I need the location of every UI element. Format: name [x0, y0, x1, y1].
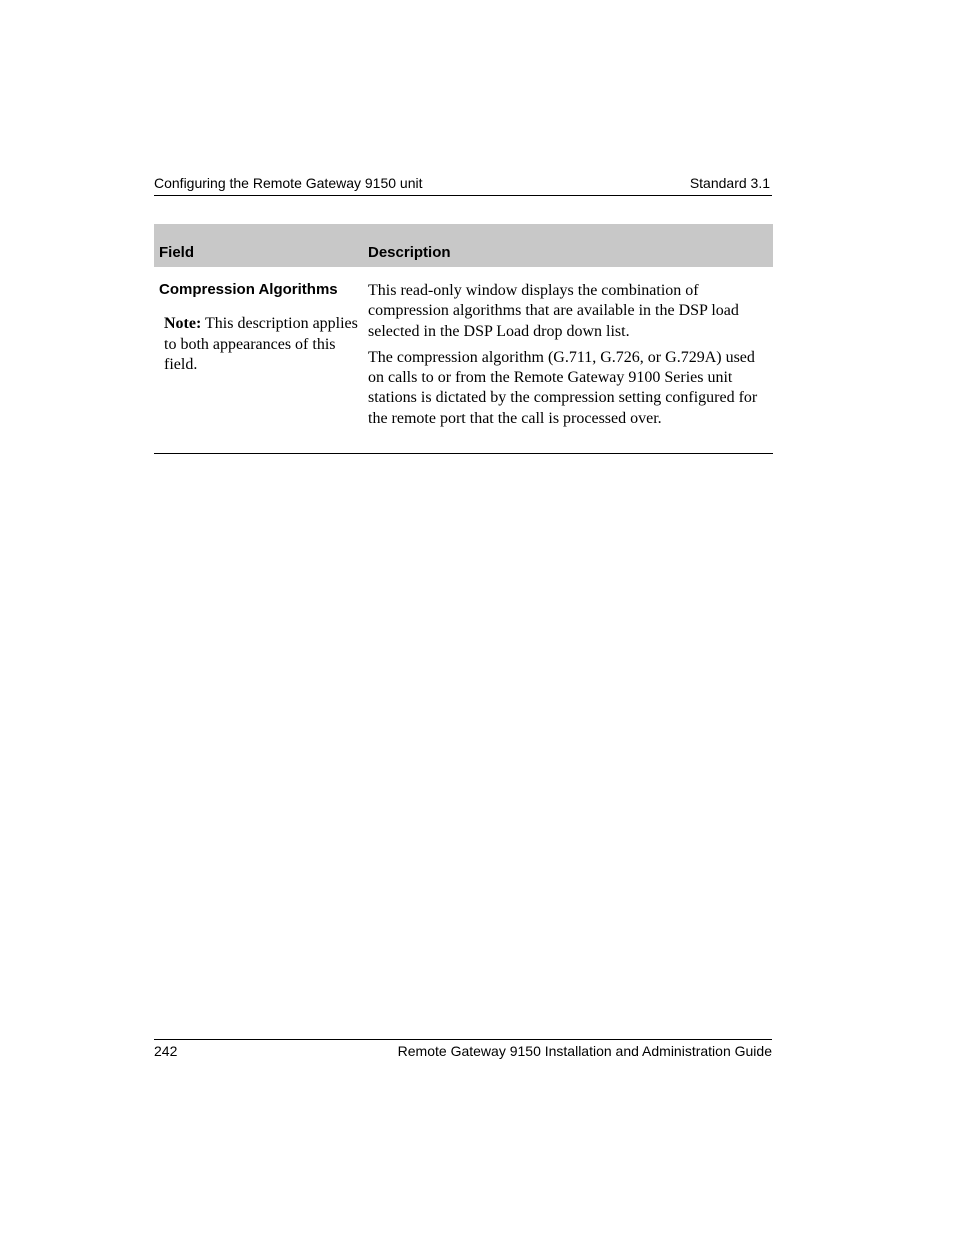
guide-title: Remote Gateway 9150 Installation and Administration Guide [397, 1043, 772, 1059]
field-note [164, 314, 364, 376]
page-header [154, 174, 772, 196]
description-paragraph: The compression algorithm (G.711, G.726, or G.729A) used on calls to or from the Remote Gateway 9100 Series unit stations is dictated by the compression setting configured for the remote port that the call is processed over. [368, 348, 758, 427]
header-section-title: Configuring the Remote Gateway 9150 unit [154, 175, 423, 191]
note-label: Note: [164, 315, 202, 332]
table-row [154, 267, 773, 454]
page-number: 242 [154, 1043, 178, 1059]
note-text: This description applies to both appearances of this field. [164, 315, 358, 373]
table-header-row [154, 224, 773, 267]
page-footer [154, 1039, 772, 1064]
column-header-description: Description [368, 244, 451, 261]
description-cell [368, 281, 770, 429]
header-standard: Standard 3.1 [689, 175, 770, 191]
field-name: Compression Algorithms [159, 281, 338, 298]
column-header-field: Field [159, 244, 195, 261]
description-paragraph: This read-only window displays the combination of compression algorithms that are available in the DSP load selected in the DSP Load drop down list. [368, 282, 739, 340]
field-description-table [154, 224, 773, 454]
